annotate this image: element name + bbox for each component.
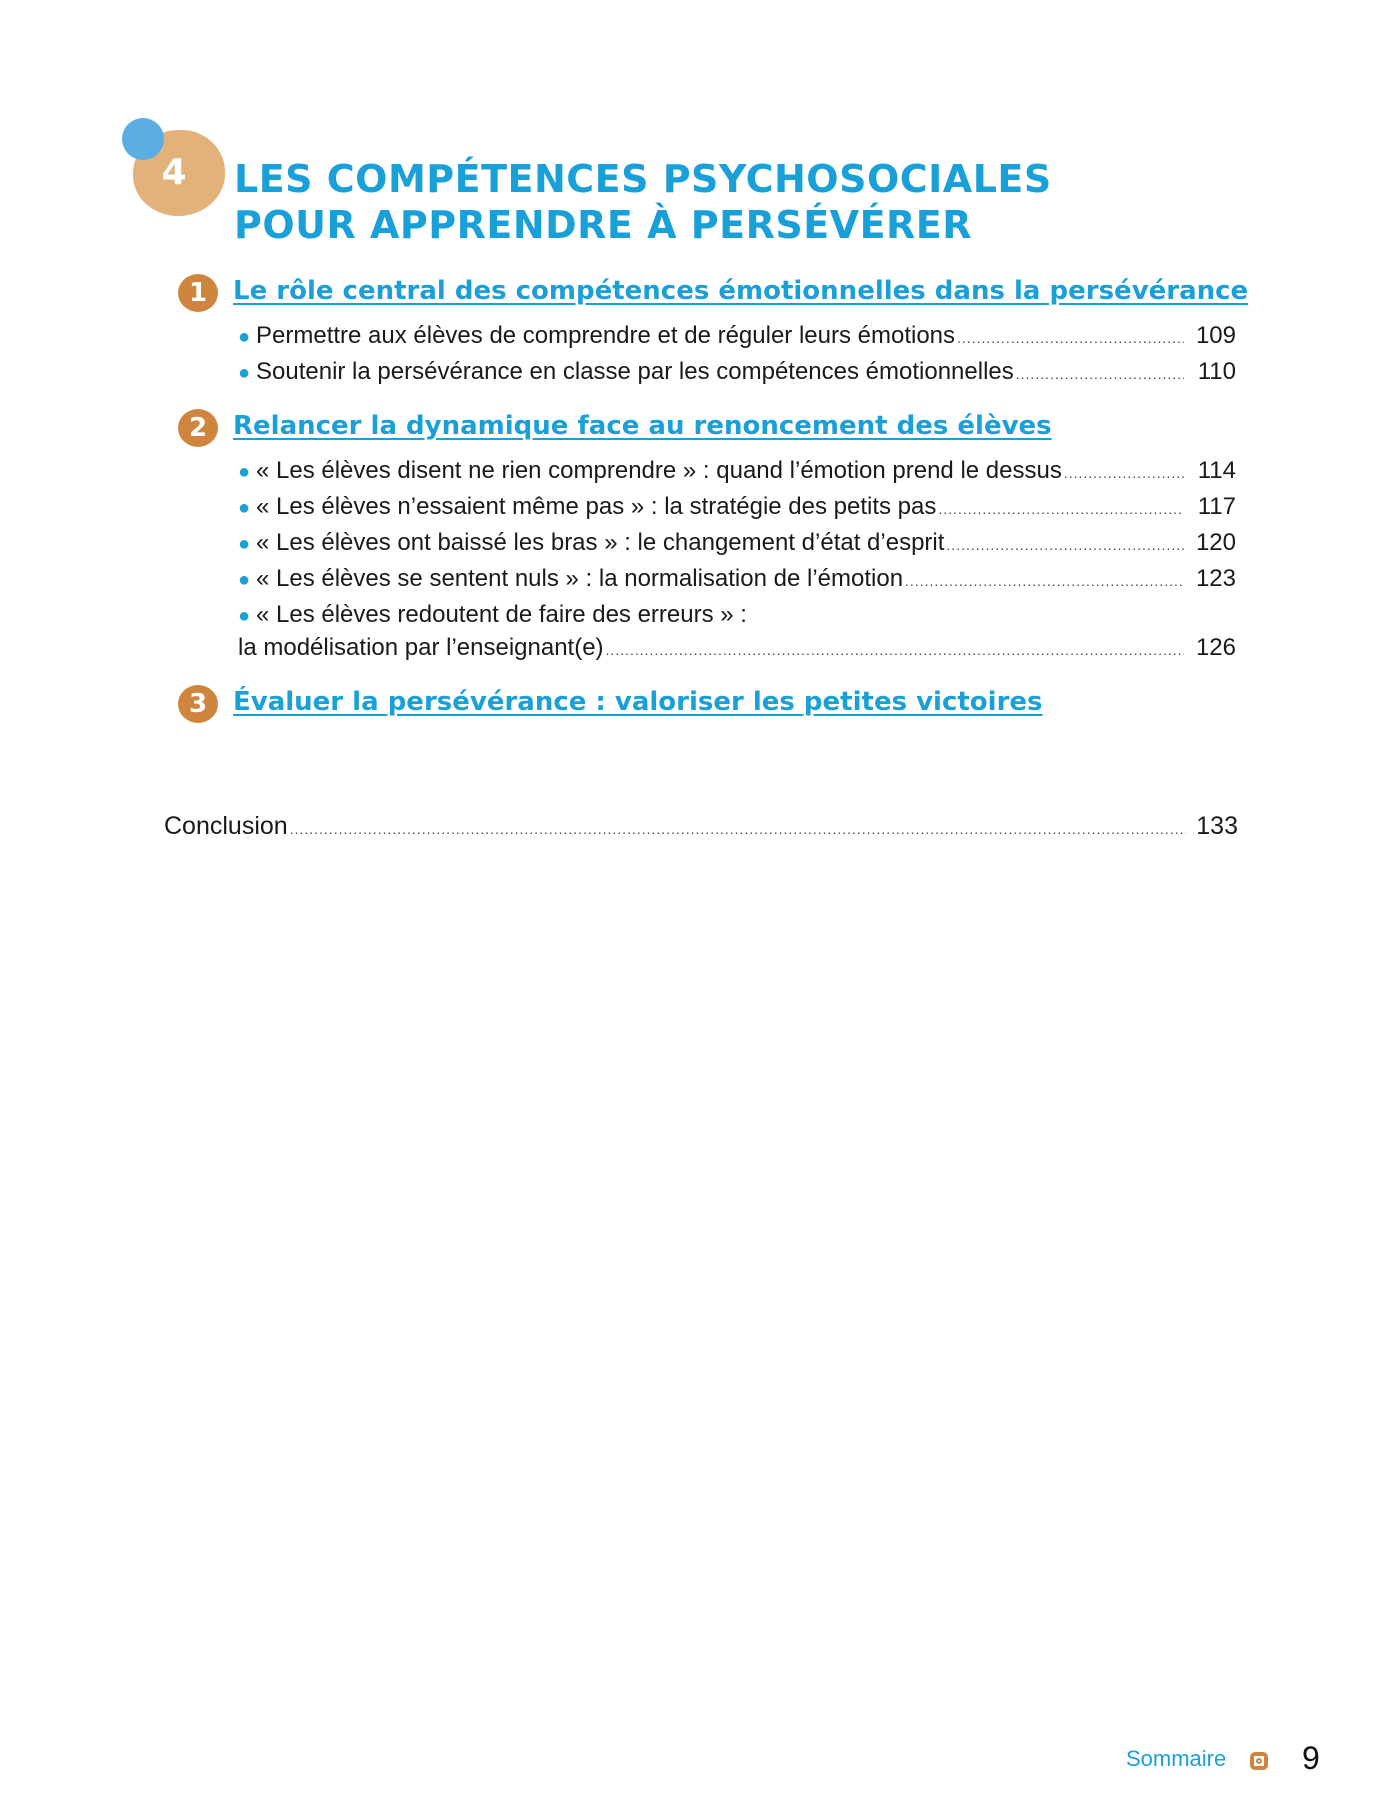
chapter-number: 4: [161, 152, 187, 193]
toc-entry[interactable]: [238, 489, 1236, 525]
toc-entry-page: 117: [1197, 493, 1236, 520]
bullet-icon: ●: [238, 461, 251, 483]
toc-entry-page: 114: [1197, 457, 1236, 484]
dot-leader: [938, 491, 1184, 527]
section-3: [178, 683, 1238, 729]
chapter-badge: [129, 118, 229, 218]
chapter-title: [234, 156, 1134, 248]
section-2-title-link[interactable]: Relancer la dynamique face au renoncement des élèves: [233, 411, 1052, 441]
dot-leader: [1064, 455, 1184, 491]
conclusion-text: Conclusion: [164, 812, 288, 840]
dot-leader: [946, 527, 1184, 563]
section-1-head: [178, 272, 1249, 318]
dot-leader: [606, 635, 1184, 665]
toc-entry[interactable]: [238, 525, 1236, 561]
dot-leader: [1016, 356, 1184, 392]
toc-entry[interactable]: [238, 597, 1236, 633]
toc-entry[interactable]: [238, 318, 1236, 354]
toc-entry-page: 120: [1195, 529, 1236, 556]
section-3-title-link[interactable]: Évaluer la persévérance : valoriser les petites victoires: [233, 687, 1043, 717]
section-2-entries: [238, 453, 1236, 663]
toc-entry-page: 109: [1195, 322, 1236, 349]
chapter-title-line1: LES COMPÉTENCES PSYCHOSOCIALES: [234, 157, 1052, 201]
dot-leader: [905, 563, 1184, 599]
toc-entry-text: « Les élèves n’essaient même pas » : la stratégie des petits pas: [256, 493, 937, 520]
conclusion-page: 133: [1196, 812, 1238, 840]
dot-leader: [290, 811, 1186, 847]
sommaire-link[interactable]: Sommaire: [1126, 1746, 1227, 1771]
bullet-icon: ●: [238, 326, 251, 348]
bullet-icon: ●: [238, 533, 251, 555]
toc-entry-text: Permettre aux élèves de comprendre et de réguler leurs émotions: [256, 322, 956, 349]
toc-entry[interactable]: [238, 561, 1236, 597]
toc-entry-text: « Les élèves ont baissé les bras » : le changement d’état d’esprit: [256, 529, 945, 556]
section-2: [178, 407, 1238, 663]
toc-entry-continuation[interactable]: [238, 633, 1236, 663]
toc-entry-text-line1: « Les élèves redoutent de faire des erreurs » :: [256, 601, 747, 628]
bullet-icon: ●: [238, 605, 251, 627]
section-2-head: [178, 407, 1238, 453]
section-2-number: 2: [178, 409, 218, 447]
toc-entry-page: 123: [1195, 565, 1236, 592]
dot-leader: [957, 320, 1184, 356]
section-3-number: 3: [178, 685, 218, 723]
page-number: 9: [1302, 1740, 1320, 1776]
toc-entry-page: 126: [1195, 634, 1236, 661]
toc-entry-text-line2: la modélisation par l’enseignant(e): [238, 634, 604, 661]
toc-entry-conclusion[interactable]: [164, 808, 1238, 844]
section-3-head: [178, 683, 1238, 729]
footer: [1100, 1740, 1340, 1780]
toc-entry-text: « Les élèves se sentent nuls » : la normalisation de l’émotion: [256, 565, 904, 592]
toc-entry[interactable]: [238, 453, 1236, 489]
section-1-entries: [238, 318, 1236, 390]
toc-entry-page: 110: [1197, 358, 1236, 385]
section-1: [178, 272, 1249, 390]
bullet-icon: ●: [238, 569, 251, 591]
conclusion: [164, 808, 1238, 844]
toc-entry-text: Soutenir la persévérance en classe par les compétences émotionnelles: [256, 358, 1014, 385]
chapter-title-line2: POUR APPRENDRE À PERSÉVÉRER: [234, 203, 973, 247]
section-1-number: 1: [178, 274, 218, 312]
toc-entry-text: « Les élèves disent ne rien comprendre » : quand l’émotion prend le dessus: [256, 457, 1062, 484]
section-1-title-link[interactable]: Le rôle central des compétences émotionnelles dans la persévérance: [233, 276, 1249, 306]
bullet-icon: ●: [238, 497, 251, 519]
bullet-icon: ●: [238, 362, 251, 384]
toc-entry[interactable]: [238, 354, 1236, 390]
sommaire-icon[interactable]: [1250, 1752, 1268, 1770]
